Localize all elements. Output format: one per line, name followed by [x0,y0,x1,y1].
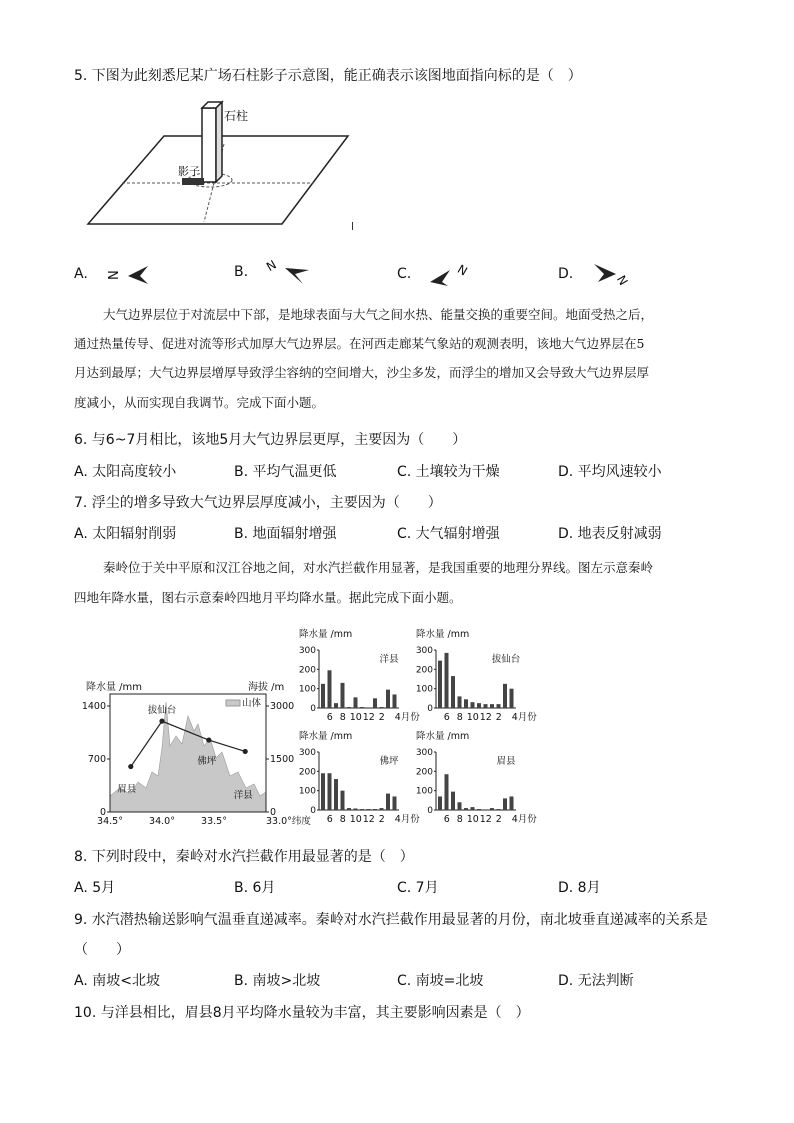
bar [380,707,384,708]
q9-option-a[interactable]: A. 南坡<北坡 [74,973,160,989]
legend-label: 山体 [242,698,262,709]
bar-y-tick-label: 200 [298,767,316,778]
q7-option-b[interactable]: B. 地面辐射增强 [234,526,337,542]
bar-y-tick-label: 100 [298,786,316,797]
bar [334,703,338,708]
right-tick-label: 1500 [270,754,295,765]
bar-y-tick-label: 300 [298,748,316,758]
bar [341,683,345,708]
bar-x-tick-label: 10 [466,712,479,723]
q8-option-c[interactable]: C. 7月 [397,880,439,896]
bar [458,802,462,810]
bar-x-tick-label: 4月份 [394,712,420,723]
q6-option-b[interactable]: B. 平均气温更低 [234,464,337,480]
q9-option-c[interactable]: C. 南坡=北坡 [397,973,484,989]
north-arrow-icon-a [104,262,154,286]
q8-option-b[interactable]: B. 6月 [234,880,276,896]
left-axis-title: 降水量 /mm [86,682,143,693]
bar [367,809,371,810]
bar-x-tick-label: 6 [326,814,333,825]
bar-x-tick-label: 8 [456,814,463,825]
precip-point [206,737,211,742]
bar-x-tick-label: 2 [378,814,385,825]
bar-x-tick-label: 4月份 [511,712,537,723]
q7-option-a[interactable]: A. 太阳辐射削弱 [74,526,177,542]
q5-stem: 5. 下图为此刻悉尼某广场石柱影子示意图，能正确表示该图地面指向标的是（ ） [74,68,582,84]
bar [341,791,345,810]
q7-stem: 7. 浮尘的增多导致大气边界层厚度减小，主要因为（ ） [74,495,442,511]
bar-x-tick-label: 6 [443,814,450,825]
svg-text:N: N [107,270,123,280]
left-tick-label: 1400 [81,701,106,712]
bar-chart-meixian [412,728,540,828]
svg-text:N: N [613,273,631,288]
bar [510,689,514,708]
q6-stem: 6. 与6~7月相比，该地5月大气边界层更厚，主要因为（ ） [74,432,467,448]
bar [497,809,501,810]
bar-x-tick-label: 2 [378,712,385,723]
bar-chart-yangxian [295,626,420,726]
station-label: 眉县 [117,784,137,795]
svg-text:N: N [263,257,279,275]
station-label: 洋县 [233,790,253,801]
bar [471,807,475,810]
bar-x-tick-label: 8 [456,712,463,723]
bar-y-tick-label: 100 [415,684,433,695]
bar-x-tick-label: 10 [349,712,362,723]
q5-option-a[interactable]: A. N [74,262,154,286]
bar [354,697,358,708]
pillar-shadow [182,178,204,185]
bar-y-tick-label: 100 [415,786,433,797]
bar [490,808,494,810]
bar [445,653,449,708]
bar [471,702,475,708]
station-label: 拔仙台 [147,705,177,717]
bar-x-tick-label: 2 [495,712,502,723]
bar-x-tick-label: 8 [339,814,346,825]
bar-y-tick-label: 200 [415,665,433,676]
bar [503,684,507,708]
bar [497,704,501,708]
passage1-line-4: 度减小，从而实现自我调节。完成下面小题。 [74,395,325,410]
bar-y-tick-label: 300 [415,748,433,758]
q6-option-c[interactable]: C. 土壤较为干燥 [397,464,500,480]
bar-x-tick-label: 12 [479,814,492,825]
legend-swatch [226,700,240,706]
q5-figure [84,96,374,236]
bar-chart-title: 洋县 [379,654,399,665]
bar-chart-title: 佛坪 [379,756,399,767]
left-tick-label: 0 [99,807,106,818]
bar [451,792,455,810]
passage1-line-2: 通过热量传导、促进对流等形式加厚大气边界层。在河西走廊某气象站的观测表明，该地大气边界层在5 [74,336,645,351]
q8-stem: 8. 下列时段中，秦岭对水汽拦截作用最显著的是（ ） [74,849,414,865]
bar-chart-foping [295,728,420,828]
bar [438,661,442,708]
q9-option-b[interactable]: B. 南坡>北坡 [234,973,321,989]
bar-y-tick-label: 100 [298,684,316,695]
bar-y-tick-label: 0 [427,806,433,816]
x-tick-label: 33.0°纬度 [266,816,311,827]
bar [360,809,364,810]
q7-option-d[interactable]: D. 地表反射减弱 [558,526,662,542]
bar [464,808,468,810]
bar [386,690,390,708]
bar-y-tick-label: 0 [427,704,433,714]
station-label: 佛坪 [197,756,217,768]
q9-option-d[interactable]: D. 无法判断 [558,973,634,989]
stone-pillar [202,108,216,182]
bar-y-tick-label: 0 [310,806,316,816]
bar-chart-title: 拔仙台 [491,654,521,665]
bar [347,808,351,810]
bar [386,794,390,810]
north-arrow-icon-b [263,258,313,286]
right-tick-label: 3000 [270,701,295,712]
bar [445,774,449,810]
right-tick-label: 0 [270,807,277,818]
q10-stem: 10. 与洋县相比，眉县8月平均降水量较为丰富，其主要影响因素是（ ） [74,1005,530,1021]
bar [347,707,351,708]
bar [354,808,358,810]
q5-option-d[interactable]: D. N [558,260,638,288]
bar-x-tick-label: 10 [349,814,362,825]
north-arrow-icon-d [588,260,638,288]
north-arrow-icon-c [426,260,476,288]
bar-y-title: 降水量 /mm [299,731,353,742]
bar-x-tick-label: 6 [443,712,450,723]
bar [503,798,507,810]
bar [328,773,332,810]
q8-option-d[interactable]: D. 8月 [558,880,601,896]
passage1-line-1: 大气边界层位于对流层中下部，是地球表面与大气之间水热、能量交换的重要空间。地面受热之后， [103,307,654,322]
bar [380,808,384,810]
x-tick-label: 34.5° [97,816,123,827]
bar-y-tick-label: 0 [310,704,316,714]
bar-y-title: 降水量 /mm [416,731,470,742]
bar-y-tick-label: 200 [298,665,316,676]
bar-x-tick-label: 12 [362,712,375,723]
precip-point [159,719,164,724]
bar-y-title: 降水量 /mm [299,629,353,640]
q5-option-c[interactable]: C. N [397,260,476,288]
bar [464,699,468,708]
bar-x-tick-label: 8 [339,712,346,723]
bar-chart-title: 眉县 [496,756,516,767]
divider-mark [352,222,353,230]
q9-stem: 9. 水汽潜热输送影响气温垂直递减率。秦岭对水汽拦截作用最显著的月份，南北坡垂直递减率的关系是 [74,912,708,928]
bar [451,676,455,708]
right-axis-title: 海拔 /m [248,682,285,693]
bar [393,694,397,708]
bar-y-tick-label: 300 [415,646,433,656]
bar-y-tick-label: 200 [415,767,433,778]
bar [510,796,514,810]
q9-stem-cont: （ ） [74,942,130,958]
bar [373,809,377,810]
pillar-label: 石柱 [224,109,249,123]
passage1-line-3: 月达到最厚；大气边界层增厚导致浮尘容纳的空间增大，沙尘多发，而浮尘的增加又会导致大气边界层厚 [74,365,650,380]
bar [477,809,481,810]
bar-x-tick-label: 4月份 [511,814,537,825]
bar [477,703,481,708]
precip-point [243,749,248,754]
passage2-line-1: 秦岭位于关中平原和汉江谷地之间，对水汽拦截作用显著，是我国重要的地理分界线。图左示意秦岭 [103,560,654,575]
precip-point [128,764,133,769]
q7-option-c[interactable]: C. 大气辐射增强 [397,526,500,542]
x-tick-label: 34.0° [149,816,175,827]
bar-x-tick-label: 6 [326,712,333,723]
bar-x-tick-label: 10 [466,814,479,825]
q6-option-a[interactable]: A. 太阳高度较小 [74,464,177,480]
left-tick-label: 700 [87,754,106,765]
bar [393,796,397,810]
bar-x-tick-label: 2 [495,814,502,825]
bar [490,704,494,708]
bar-x-tick-label: 12 [362,814,375,825]
bar [334,779,338,810]
shadow-label: 影子 [178,165,200,178]
bar [458,696,462,708]
bar-x-tick-label: 12 [479,712,492,723]
bar [321,684,325,708]
bar [321,773,325,810]
bar-chart-baxiantai [412,626,540,726]
bar-y-tick-label: 300 [298,646,316,656]
q8-option-a[interactable]: A. 5月 [74,880,116,896]
passage2-line-2: 四地年降水量，图右示意秦岭四地月平均降水量。据此完成下面小题。 [74,590,462,605]
bar [484,809,488,810]
bar [438,796,442,810]
bar [484,704,488,708]
q6-option-d[interactable]: D. 平均风速较小 [558,464,662,480]
bar [367,707,371,708]
bar [328,670,332,708]
bar [360,707,364,708]
bar-x-tick-label: 4月份 [394,814,420,825]
x-tick-label: 33.5° [201,816,227,827]
bar-y-title: 降水量 /mm [416,629,470,640]
bar [373,698,377,708]
svg-text:N: N [454,261,470,279]
q5-option-b[interactable]: B. N [234,258,313,286]
